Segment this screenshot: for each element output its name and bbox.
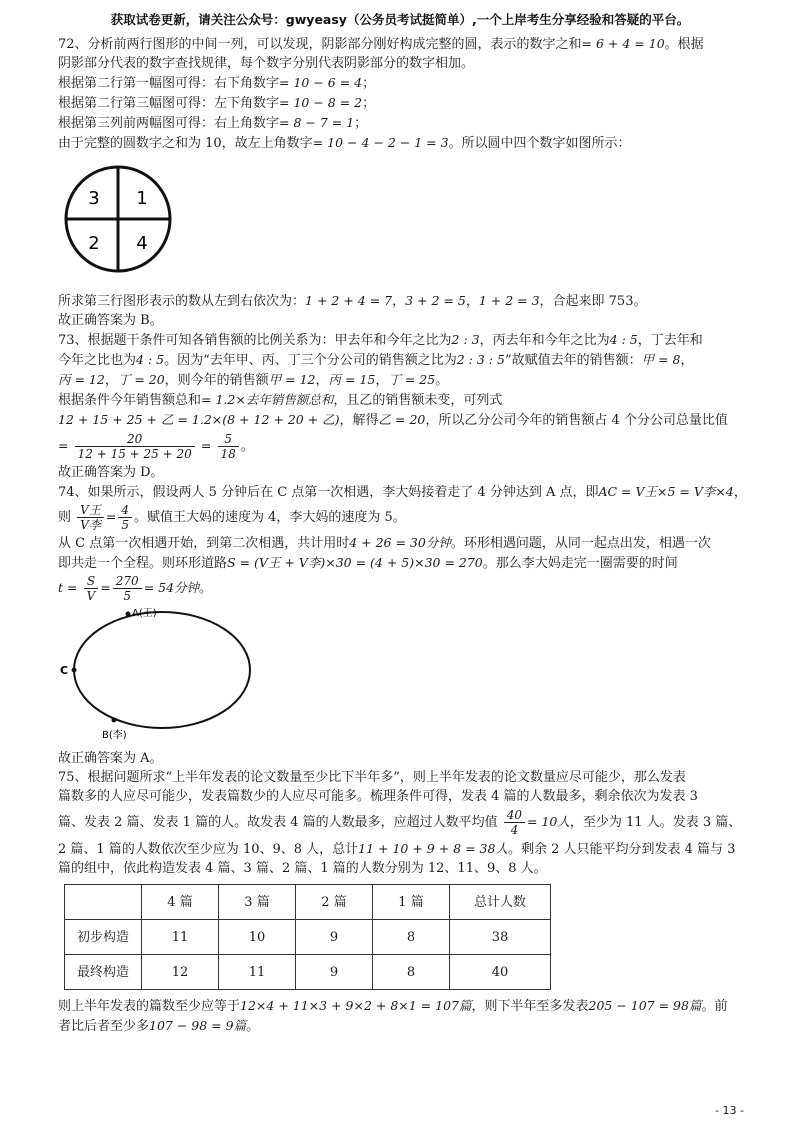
table-header-cell bbox=[65, 885, 142, 920]
ring-road-figure bbox=[58, 608, 748, 749]
q72-line2: 阴影部分代表的数字查找规律，每个数字分别代表阴影部分的数字相加。 bbox=[58, 56, 475, 71]
table-header-cell: 2 篇 bbox=[296, 885, 373, 920]
q73-fraction-2: $\frac{5}{18}$ bbox=[218, 432, 239, 461]
q74-line4: 即共走一个全程。则环形道路S = (V王 + V李)×30 = (4 + 5)×30 = 270。那么李大妈走完一圈需要的时间 bbox=[58, 555, 678, 571]
q72-line1: 72、分析前两行图形的中间一列，可以发现，阴影部分刚好构成完整的圆，表示的数字之和= 6 + 4 = 10。根据 bbox=[58, 36, 704, 52]
point-b-label: B(李) bbox=[102, 730, 127, 741]
page-number: - 13 - bbox=[715, 1104, 744, 1117]
table-row bbox=[65, 920, 551, 955]
q75-average-fraction: $\frac{40}{4}$ bbox=[504, 808, 525, 837]
table-row bbox=[65, 955, 551, 990]
table-cell: 11 bbox=[142, 920, 219, 955]
table-cell: 9 bbox=[296, 955, 373, 990]
table-cell: 初步构造 bbox=[65, 920, 142, 955]
q74-ratio-value: $\frac{4}{5}$ bbox=[118, 503, 132, 532]
table-cell: 40 bbox=[450, 955, 551, 990]
table-cell: 最终构造 bbox=[65, 955, 142, 990]
circle-diagram bbox=[58, 159, 178, 279]
q74-line2: 则 $\frac{\text{V王}}{\text{V李}}$ = $\frac{4}{5}$ 。赋值王大妈的速度为 4，李大妈的速度为 5。 bbox=[58, 503, 406, 532]
q75-line4: 2 篇、1 篇的人数依次至少应为 10、9、8 人，总计11 + 10 + 9 + 8 = 38人。剩余 2 人只能平均分到发表 4 篇与 3 bbox=[58, 841, 736, 857]
q75-line6: 则上半年发表的篇数至少应等于12×4 + 11×3 + 9×2 + 8×1 = 107篇，则下半年至多发表205 − 107 = 98篇。前 bbox=[58, 998, 728, 1014]
q73-line3: 丙 = 12，丁 = 20，则今年的销售额甲 = 12，丙 = 15，丁 = 25。 bbox=[58, 372, 449, 388]
circle-top-left: 3 bbox=[88, 188, 100, 209]
table-cell: 10 bbox=[219, 920, 296, 955]
q74-answer: 故正确答案为 A。 bbox=[58, 751, 163, 766]
q72-line6: 由于完整的圆数字之和为 10，故左上角数字= 10 − 4 − 2 − 1 = 3。所以圆中四个数字如图所示： bbox=[58, 135, 631, 151]
q72-answer: 故正确答案为 B。 bbox=[58, 313, 163, 328]
ring-road-diagram bbox=[58, 608, 258, 743]
table-header-cell: 1 篇 bbox=[373, 885, 450, 920]
table-header-cell: 3 篇 bbox=[219, 885, 296, 920]
table-cell: 11 bbox=[219, 955, 296, 990]
q74-line3: 从 C 点第一次相遇开始，到第二次相遇，共计用时4 + 26 = 30分钟。环形相遇问题，从同一起点出发，相遇一次 bbox=[58, 535, 711, 551]
table-header-cell: 4 篇 bbox=[142, 885, 219, 920]
document-body bbox=[58, 34, 748, 1036]
q73-line4: 根据条件今年销售额总和= 1.2×去年销售额总和，且乙的销售额未变，可列式 bbox=[58, 392, 503, 408]
q75-line7: 者比后者至少多107 − 98 = 9篇。 bbox=[58, 1018, 260, 1034]
q73-answer: 故正确答案为 D。 bbox=[58, 465, 164, 480]
q72-line3: 根据第二行第一幅图可得：右下角数字= 10 − 6 = 4； bbox=[58, 75, 376, 91]
q74-270-over-5: $\frac{270}{5}$ bbox=[113, 574, 142, 603]
table-cell: 38 bbox=[450, 920, 551, 955]
table-cell: 9 bbox=[296, 920, 373, 955]
q72-line7: 所求第三行图形表示的数从左到右依次为：1 + 2 + 4 = 7，3 + 2 = 5，1 + 2 = 3，合起来即 753。 bbox=[58, 293, 647, 309]
circle-top-right: 1 bbox=[136, 188, 148, 209]
table-header-row bbox=[65, 885, 551, 920]
four-quadrant-circle-figure bbox=[58, 159, 748, 285]
q75-line1: 75、根据问题所求“上半年发表的论文数量至少比下半年多”，则上半年发表的论文数量应尽可能少，那么发表 bbox=[58, 770, 686, 785]
q72-line5: 根据第三列前两幅图可得：右上角数字= 8 − 7 = 1； bbox=[58, 115, 368, 131]
q73-line1: 73、根据题干条件可知各销售额的比例关系为：甲去年和今年之比为2 : 3，丙去年和今年之比为4 : 5，丁去年和 bbox=[58, 332, 703, 348]
q74-speed-ratio: $\frac{\text{V王}}{\text{V李}}$ bbox=[77, 503, 104, 532]
table-cell: 8 bbox=[373, 920, 450, 955]
q74-line1: 74、如果所示，假设两人 5 分钟后在 C 点第一次相遇，李大妈接着走了 4 分钟达到 A 点，即AC = V王×5 = V李×4， bbox=[58, 484, 747, 500]
point-c-label: C bbox=[60, 664, 69, 677]
table-cell: 12 bbox=[142, 955, 219, 990]
q73-line5: 12 + 15 + 25 + 乙 = 1.2×(8 + 12 + 20 + 乙)，解得乙 = 20，所以乙分公司今年的销售额占 4 个分公司总量比值 bbox=[58, 412, 728, 428]
q73-fraction-1: $\frac{20}{12 + 15 + 25 + 20}$ bbox=[75, 432, 195, 461]
point-a-label: A(王) bbox=[132, 608, 157, 619]
circle-bottom-right: 4 bbox=[136, 233, 148, 254]
q75-line2: 篇数多的人应尽可能少，发表篇数少的人应尽可能多。梳理条件可得，发表 4 篇的人数最多，剩余依次为发表 3 bbox=[58, 789, 698, 804]
q75-line5: 篇的组中，依此构造发表 4 篇、3 篇、2 篇、1 篇的人数分别为 12、11、9、8 人。 bbox=[58, 861, 547, 876]
q74-s-over-v: $\frac{S}{V}$ bbox=[84, 574, 99, 603]
construction-table bbox=[64, 884, 551, 990]
page-banner: 获取试卷更新，请关注公众号：gwyeasy（公务员考试挺简单）,一个上岸考生分享经验和答疑的平台。 bbox=[110, 12, 690, 27]
circle-bottom-left: 2 bbox=[88, 233, 100, 254]
q74-line5: t = $\frac{S}{V}$ = $\frac{270}{5}$ = 54分钟。 bbox=[58, 574, 213, 603]
q75-line3: 篇、发表 2 篇、发表 1 篇的人。故发表 4 篇的人数最多，应超过人数平均值 $\frac{40}{4}$ = 10人，至少为 11 人。发表 3 篇、 bbox=[58, 808, 742, 837]
q73-fraction-line: = $\frac{20}{12 + 15 + 25 + 20}$ = $\frac{5}{18}$ 。 bbox=[58, 432, 254, 461]
table-header-cell: 总计人数 bbox=[450, 885, 551, 920]
table-cell: 8 bbox=[373, 955, 450, 990]
q72-line4: 根据第二行第三幅图可得：左下角数字= 10 − 8 = 2； bbox=[58, 95, 376, 111]
q73-line2: 今年之比也为4 : 5。因为“去年甲、丙、丁三个分公司的销售额之比为2 : 3 : 5”故赋值去年的销售额：甲 = 8， bbox=[58, 352, 694, 368]
